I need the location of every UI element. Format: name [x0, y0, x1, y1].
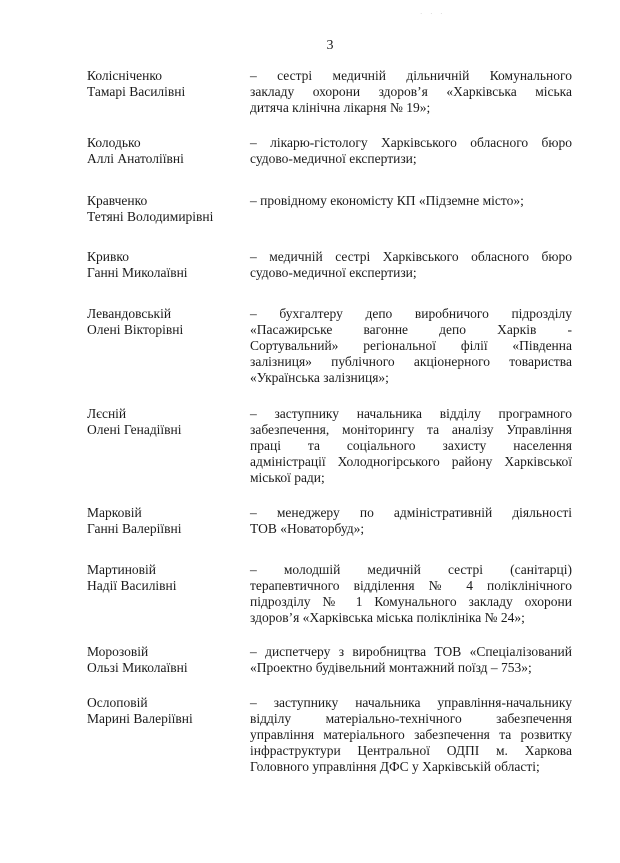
recipient-name — [87, 562, 247, 594]
surname: Левандовській — [87, 306, 172, 321]
recipient-name — [87, 505, 247, 537]
position-line: – бухгалтеру депо виробничого підрозділу — [250, 306, 572, 321]
given-names: Марині Валеріївні — [87, 711, 193, 726]
position-line: – провідному економісту КП «Підземне місто»; — [250, 193, 524, 208]
position-line: інфраструктури Центральної ОДПІ м. Харкова — [250, 743, 572, 758]
given-names: Надії Василівні — [87, 578, 177, 593]
given-names: Олені Вікторівні — [87, 322, 184, 337]
recipient-name — [87, 135, 247, 167]
position-line: «Українська залізниця»; — [250, 370, 389, 385]
given-names: Олені Генадіївні — [87, 422, 182, 437]
surname: Кравченко — [87, 193, 148, 208]
recipient-position — [250, 695, 572, 775]
recipient-position — [250, 505, 572, 537]
surname: Морозовій — [87, 644, 149, 659]
position-line: відділу матеріально-технічного забезпечення — [250, 711, 572, 726]
position-line: дитяча клінічна лікарня № 19»; — [250, 100, 431, 115]
recipient-position — [250, 306, 572, 386]
scan-speck: · · · — [420, 10, 446, 18]
position-line: судово-медичної експертизи; — [250, 265, 417, 280]
recipient-position — [250, 249, 572, 281]
surname: Колодько — [87, 135, 141, 150]
position-line: здоров’я «Харківська міська поліклініка № 24»; — [250, 610, 525, 625]
position-line: «Пасажирське вагонне депо Харків - — [250, 322, 572, 337]
surname: Кривко — [87, 249, 129, 264]
recipient-name — [87, 193, 247, 225]
position-line: судово-медичної експертизи; — [250, 151, 417, 166]
recipient-name — [87, 406, 247, 438]
position-line: – заступнику начальника управління-начальнику — [250, 695, 572, 710]
position-line: міської ради; — [250, 470, 325, 485]
position-line: «Проектно будівельний монтажний поїзд – 753»; — [250, 660, 532, 675]
position-line: – заступнику начальника відділу програмного — [250, 406, 572, 421]
surname: Мартиновій — [87, 562, 157, 577]
position-line: Головного управління ДФС у Харківській області; — [250, 759, 540, 774]
recipient-name — [87, 68, 247, 100]
position-line: ТОВ «Новаторбуд»; — [250, 521, 365, 536]
recipient-name — [87, 249, 247, 281]
recipient-name — [87, 644, 247, 676]
position-line: Сортувальний» регіональної філії «Південна — [250, 338, 572, 353]
position-line: – сестрі медичній дільничній Комунального — [250, 68, 572, 83]
position-line: – менеджеру по адміністративній діяльності — [250, 505, 572, 520]
position-line: адміністрації Холодногірського району Харківської — [250, 454, 572, 469]
surname: Марковій — [87, 505, 142, 520]
position-line: забезпечення, моніторингу та аналізу Управління — [250, 422, 572, 437]
recipient-position — [250, 406, 572, 486]
recipient-name — [87, 306, 247, 338]
given-names: Тамарі Василівні — [87, 84, 186, 99]
recipient-position — [250, 68, 572, 116]
surname: Ослоповій — [87, 695, 148, 710]
given-names: Тетяні Володимирівні — [87, 209, 214, 224]
position-line: праці та соціального захисту населення — [250, 438, 572, 453]
given-names: Ганні Миколаївні — [87, 265, 188, 280]
position-line: – диспетчеру з виробництва ТОВ «Спеціалізований — [250, 644, 572, 659]
position-line: – лікарю-гістологу Харківського обласного бюро — [250, 135, 572, 150]
recipient-position — [250, 135, 572, 167]
surname: Лєсній — [87, 406, 127, 421]
position-line: підрозділу № 1 Комунального закладу охорони — [250, 594, 572, 609]
given-names: Ользі Миколаївні — [87, 660, 188, 675]
position-line: – медичній сестрі Харківського обласного бюро — [250, 249, 572, 264]
recipient-position — [250, 562, 572, 626]
position-line: залізниця» публічного акціонерного товариства — [250, 354, 572, 369]
recipient-position — [250, 193, 572, 209]
page-number: 3 — [326, 38, 334, 53]
surname: Колісніченко — [87, 68, 162, 83]
position-line: закладу охорони здоров’я «Харківська міська — [250, 84, 572, 99]
recipient-position — [250, 644, 572, 676]
given-names: Ганні Валеріївні — [87, 521, 182, 536]
position-line: – молодшій медичній сестрі (санітарці) — [250, 562, 572, 577]
given-names: Аллі Анатоліївні — [87, 151, 184, 166]
position-line: терапевтичного відділення № 4 поліклінічного — [250, 578, 572, 593]
position-line: управління матеріального забезпечення та розвитку — [250, 727, 572, 742]
recipient-name — [87, 695, 247, 727]
